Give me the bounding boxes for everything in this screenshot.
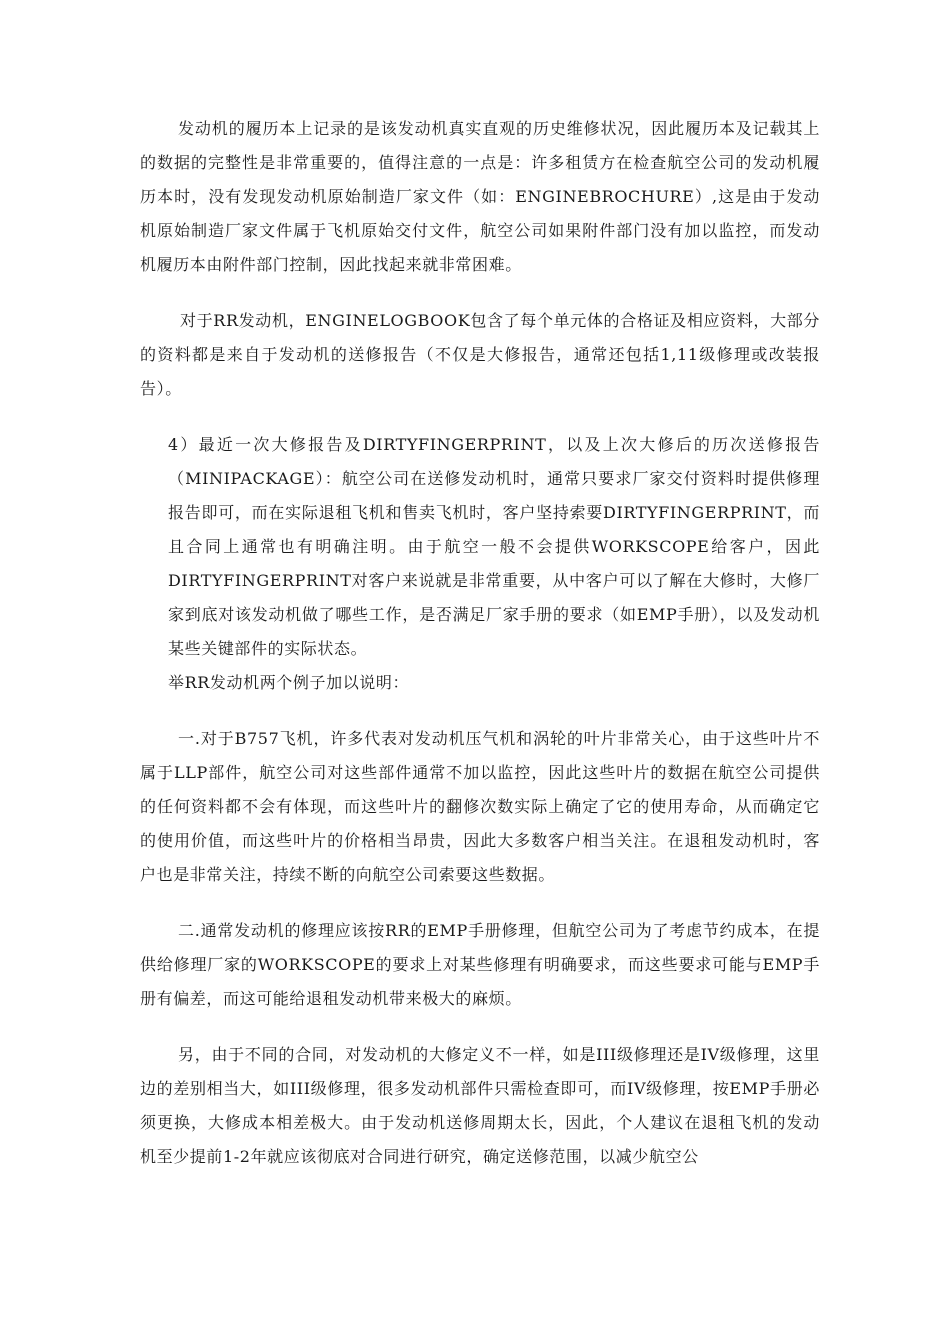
- paragraph-engine-logbook: 发动机的履历本上记录的是该发动机真实直观的历史维修状况，因此履历本及记载其上的数据的完整性是非常重要的，值得注意的一点是：许多租赁方在检查航空公司的发动机履历本时，没有发现发动机原始制造厂家文件（如：ENGINEBROCHURE）,这是由于发动机原始制造厂家文件属于飞机原始交付文件，航空公司如果附件部门没有加以监控，而发动机履历本由附件部门控制，因此找起来就非常困难。: [140, 119, 820, 274]
- paragraph-rr-examples-intro: 举RR发动机两个例子加以说明：: [168, 673, 410, 692]
- document-page: [140, 112, 820, 1174]
- paragraph-example-two-emp: 二.通常发动机的修理应该按RR的EMP手册修理，但航空公司为了考虑节约成本，在提供给修理厂家的WORKSCOPE的要求上对某些修理有明确要求，而这些要求可能与EMP手册有偏差，而这可能给退租发动机带来极大的麻烦。: [140, 921, 820, 1008]
- paragraph-rr-logbook: 对于RR发动机，ENGINELOGBOOK包含了每个单元体的合格证及相应资料，大部分的资料都是来自于发动机的送修报告（不仅是大修报告，通常还包括1,11级修理或改装报告）。: [140, 311, 820, 398]
- paragraph-overhaul-definition: 另，由于不同的合同，对发动机的大修定义不一样，如是III级修理还是IV级修理，这里边的差别相当大，如III级修理，很多发动机部件只需检查即可，而IV级修理，按EMP手册必须更换，大修成本相差极大。由于发动机送修周期太长，因此，个人建议在退租飞机的发动机至少提前1-2年就应该彻底对合同进行研究，确定送修范围，以减少航空公: [140, 1045, 820, 1166]
- paragraph-item-4-overhaul-report: 4）最近一次大修报告及DIRTYFINGERPRINT，以及上次大修后的历次送修报告（MINIPACKAGE）：航空公司在送修发动机时，通常只要求厂家交付资料时提供修理报告即可，而在实际退租飞机和售卖飞机时，客户坚持索要DIRTYFINGERPRINT，而且合同上通常也有明确注明。由于航空一般不会提供WORKSCOPE给客户，因此DIRTYFINGERPRINT对客户来说就是非常重要，从中客户可以了解在大修时，大修厂家到底对该发动机做了哪些工作，是否满足厂家手册的要求（如EMP手册），以及发动机某些关键部件的实际状态。: [168, 435, 820, 658]
- paragraph-example-one-b757: 一.对于B757飞机，许多代表对发动机压气机和涡轮的叶片非常关心，由于这些叶片不属于LLP部件，航空公司对这些部件通常不加以监控，因此这些叶片的数据在航空公司提供的任何资料都不会有体现，而这些叶片的翻修次数实际上确定了它的使用寿命，从而确定它的使用价值，而这些叶片的价格相当昂贵，因此大多数客户相当关注。在退租发动机时，客户也是非常关注，持续不断的向航空公司索要这些数据。: [140, 729, 820, 884]
